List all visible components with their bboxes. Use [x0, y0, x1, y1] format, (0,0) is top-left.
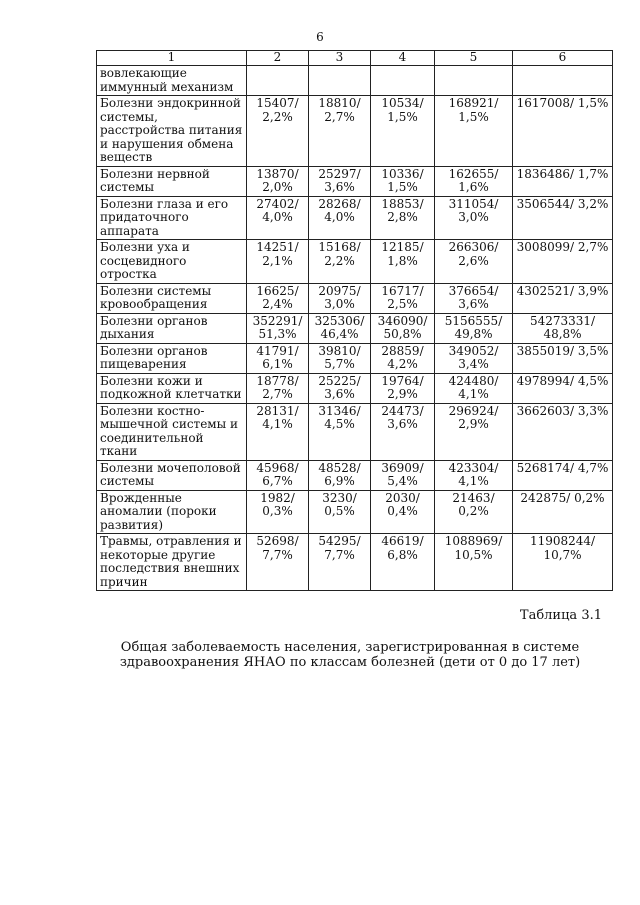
- value-cell: 3506544/ 3,2%: [513, 196, 613, 240]
- value-cell: [309, 66, 371, 96]
- disease-class-cell: Болезни эндокринной системы, расстройства питания и нарушения обмена веществ: [97, 96, 247, 167]
- value-cell: 24473/ 3,6%: [371, 403, 435, 460]
- disease-class-cell: Болезни органов дыхания: [97, 313, 247, 343]
- table-row: [97, 343, 613, 373]
- value-cell: 13870/ 2,0%: [247, 166, 309, 196]
- value-cell: 41791/ 6,1%: [247, 343, 309, 373]
- value-cell: 3662603/ 3,3%: [513, 403, 613, 460]
- value-cell: 54273331/ 48,8%: [513, 313, 613, 343]
- disease-class-cell: Болезни глаза и его придаточного аппарата: [97, 196, 247, 240]
- value-cell: 46619/ 6,8%: [371, 534, 435, 591]
- value-cell: 31346/ 4,5%: [309, 403, 371, 460]
- column-header: 1: [97, 51, 247, 66]
- value-cell: 1617008/ 1,5%: [513, 96, 613, 167]
- value-cell: 52698/ 7,7%: [247, 534, 309, 591]
- value-cell: 39810/ 5,7%: [309, 343, 371, 373]
- value-cell: 28268/ 4,0%: [309, 196, 371, 240]
- value-cell: 4978994/ 4,5%: [513, 373, 613, 403]
- value-cell: 18778/ 2,7%: [247, 373, 309, 403]
- value-cell: 1836486/ 1,7%: [513, 166, 613, 196]
- value-cell: 16717/ 2,5%: [371, 283, 435, 313]
- table-row: [97, 534, 613, 591]
- value-cell: 376654/ 3,6%: [435, 283, 513, 313]
- value-cell: 1982/ 0,3%: [247, 490, 309, 534]
- table-row: [97, 460, 613, 490]
- disease-class-cell: Травмы, отравления и некоторые другие последствия внешних причин: [97, 534, 247, 591]
- disease-class-cell: Болезни нервной системы: [97, 166, 247, 196]
- disease-class-cell: Болезни костно-мышечной системы и соединительной ткани: [97, 403, 247, 460]
- disease-class-cell: Болезни мочеполовой системы: [97, 460, 247, 490]
- table-header-row: [97, 51, 613, 66]
- value-cell: 325306/ 46,4%: [309, 313, 371, 343]
- table-row: [97, 240, 613, 284]
- value-cell: 296924/ 2,9%: [435, 403, 513, 460]
- value-cell: 28859/ 4,2%: [371, 343, 435, 373]
- value-cell: 4302521/ 3,9%: [513, 283, 613, 313]
- table-row: [97, 66, 613, 96]
- value-cell: 3855019/ 3,5%: [513, 343, 613, 373]
- value-cell: 48528/ 6,9%: [309, 460, 371, 490]
- column-header: 3: [309, 51, 371, 66]
- value-cell: 11908244/ 10,7%: [513, 534, 613, 591]
- column-header: 2: [247, 51, 309, 66]
- value-cell: [371, 66, 435, 96]
- column-header: 6: [513, 51, 613, 66]
- page-number: 6: [316, 30, 324, 44]
- disease-class-cell: Болезни системы кровообращения: [97, 283, 247, 313]
- value-cell: 242875/ 0,2%: [513, 490, 613, 534]
- value-cell: 45968/ 6,7%: [247, 460, 309, 490]
- table-row: [97, 196, 613, 240]
- value-cell: 5268174/ 4,7%: [513, 460, 613, 490]
- disease-class-cell: Болезни кожи и подкожной клетчатки: [97, 373, 247, 403]
- disease-class-cell: Болезни органов пищеварения: [97, 343, 247, 373]
- value-cell: 27402/ 4,0%: [247, 196, 309, 240]
- value-cell: 12185/ 1,8%: [371, 240, 435, 284]
- value-cell: 349052/ 3,4%: [435, 343, 513, 373]
- column-header: 5: [435, 51, 513, 66]
- table-row: [97, 166, 613, 196]
- value-cell: 25225/ 3,6%: [309, 373, 371, 403]
- value-cell: 20975/ 3,0%: [309, 283, 371, 313]
- table-number-label: Таблица 3.1: [519, 608, 602, 623]
- value-cell: 19764/ 2,9%: [371, 373, 435, 403]
- value-cell: 10534/ 1,5%: [371, 96, 435, 167]
- value-cell: [247, 66, 309, 96]
- value-cell: 25297/ 3,6%: [309, 166, 371, 196]
- value-cell: 28131/ 4,1%: [247, 403, 309, 460]
- table-row: [97, 373, 613, 403]
- disease-class-cell: Болезни уха и сосцевидного отростка: [97, 240, 247, 284]
- value-cell: 18810/ 2,7%: [309, 96, 371, 167]
- value-cell: 1088969/ 10,5%: [435, 534, 513, 591]
- table-row: [97, 283, 613, 313]
- value-cell: 423304/ 4,1%: [435, 460, 513, 490]
- value-cell: 18853/ 2,8%: [371, 196, 435, 240]
- value-cell: 168921/ 1,5%: [435, 96, 513, 167]
- table-row: [97, 403, 613, 460]
- value-cell: 162655/ 1,6%: [435, 166, 513, 196]
- value-cell: 3230/ 0,5%: [309, 490, 371, 534]
- value-cell: 266306/ 2,6%: [435, 240, 513, 284]
- value-cell: 15407/ 2,2%: [247, 96, 309, 167]
- value-cell: [513, 66, 613, 96]
- value-cell: 15168/ 2,2%: [309, 240, 371, 284]
- value-cell: 16625/ 2,4%: [247, 283, 309, 313]
- value-cell: [435, 66, 513, 96]
- value-cell: 14251/ 2,1%: [247, 240, 309, 284]
- table-row: [97, 490, 613, 534]
- value-cell: 10336/ 1,5%: [371, 166, 435, 196]
- value-cell: 311054/ 3,0%: [435, 196, 513, 240]
- disease-class-cell: вовлекающие иммунный механизм: [97, 66, 247, 96]
- value-cell: 346090/ 50,8%: [371, 313, 435, 343]
- morbidity-table: [96, 50, 613, 591]
- value-cell: 5156555/ 49,8%: [435, 313, 513, 343]
- column-header: 4: [371, 51, 435, 66]
- table-row: [97, 96, 613, 167]
- table-row: [97, 313, 613, 343]
- value-cell: 352291/ 51,3%: [247, 313, 309, 343]
- value-cell: 3008099/ 2,7%: [513, 240, 613, 284]
- value-cell: 21463/ 0,2%: [435, 490, 513, 534]
- table-caption: Общая заболеваемость населения, зарегистрированная в системе здравоохранения ЯНАО по классам болезней (дети от 0 до 17 лет): [119, 640, 581, 670]
- value-cell: 424480/ 4,1%: [435, 373, 513, 403]
- value-cell: 54295/ 7,7%: [309, 534, 371, 591]
- value-cell: 36909/ 5,4%: [371, 460, 435, 490]
- value-cell: 2030/ 0,4%: [371, 490, 435, 534]
- disease-class-cell: Врожденные аномалии (пороки развития): [97, 490, 247, 534]
